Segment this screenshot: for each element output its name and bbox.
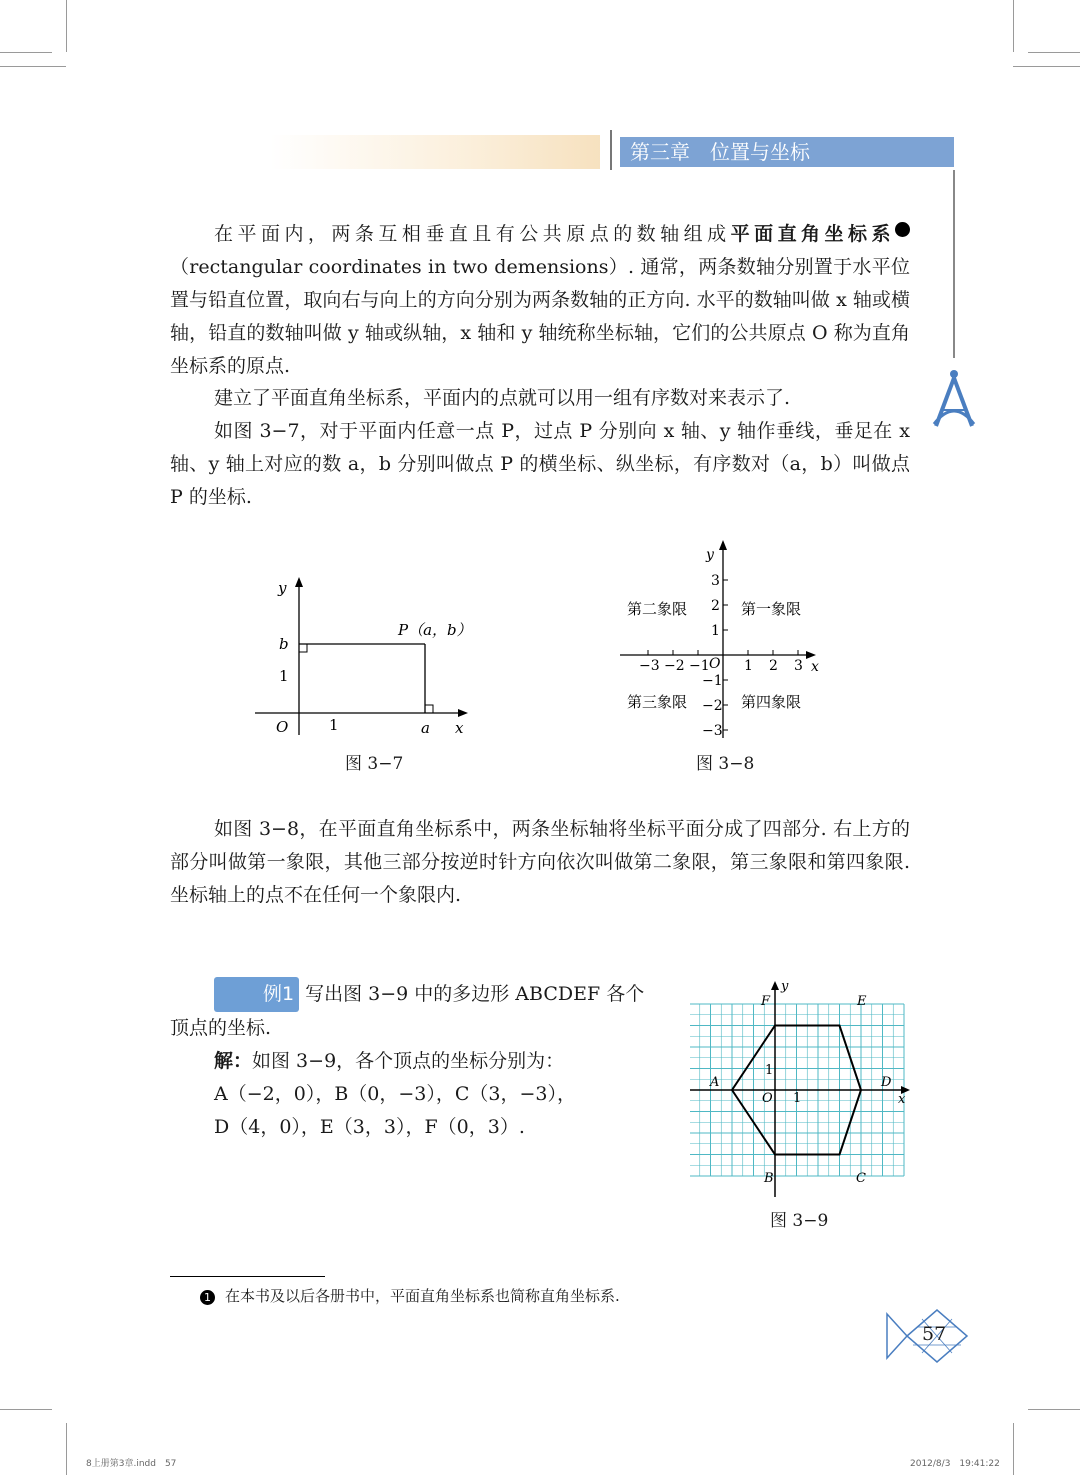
header-divider — [610, 130, 612, 170]
x-tick-label: 1 — [744, 658, 753, 674]
x-axis-arrow — [806, 651, 816, 659]
compass-icon — [928, 368, 980, 432]
figure-3-8-caption: 图 3−8 — [696, 754, 755, 774]
crop-mark — [1028, 1409, 1080, 1410]
crop-mark — [1013, 1423, 1014, 1475]
para2-text: 建立了平面直角坐标系，平面内的点就可以用一组有序数对来表示了. — [214, 387, 791, 409]
vertex-e-label: E — [857, 994, 867, 1009]
solution-intro: 如图 3−9，各个顶点的坐标分别为： — [252, 1050, 565, 1072]
crop-mark — [66, 0, 67, 52]
x-unit-label: 1 — [329, 716, 339, 734]
vertex-a-label: A — [710, 1075, 720, 1090]
y-tick-label: −2 — [702, 698, 723, 714]
y-unit-label: 1 — [765, 1063, 774, 1078]
y-unit-label: 1 — [279, 667, 289, 685]
figure-3-9 — [690, 978, 915, 1200]
example-badge: 例1 — [214, 977, 299, 1012]
paragraph-coordinates — [170, 415, 910, 514]
y-label: y — [278, 579, 287, 597]
vertex-c-label: C — [856, 1171, 866, 1186]
y-tick-label: −1 — [702, 673, 723, 689]
x-tick-label: −2 — [664, 658, 685, 674]
quadrant-3-label: 第三象限 — [627, 693, 688, 711]
quadrant-4-label: 第四象限 — [741, 693, 802, 711]
print-time-info: 2012/8/3 19:41:22 — [910, 1459, 1000, 1469]
page-number: 57 — [922, 1323, 947, 1345]
x-tick-label: 3 — [794, 658, 803, 674]
x-tick-labels — [639, 658, 803, 674]
right-angle-mark — [299, 644, 307, 652]
figure-3-9-caption: 图 3−9 — [770, 1211, 829, 1231]
b-label: b — [279, 635, 289, 653]
x-label: x — [455, 719, 464, 737]
y-tick-label: 3 — [711, 573, 720, 589]
crop-mark — [1028, 52, 1080, 53]
solution-label: 解： — [214, 1050, 253, 1072]
quadrant-1-label: 第一象限 — [741, 600, 802, 618]
x-tick-label: −3 — [639, 658, 660, 674]
x-label: x — [898, 1092, 906, 1107]
x-tick-label: 2 — [769, 658, 778, 674]
footnote-marker: 1 — [895, 222, 910, 237]
vertex-b-label: B — [764, 1171, 774, 1186]
crop-mark — [0, 66, 66, 67]
x-tick-label: −1 — [689, 658, 710, 674]
x-axis-arrow — [458, 709, 468, 717]
a-label: a — [421, 719, 430, 737]
example-1 — [170, 977, 660, 1144]
footnote-rule — [170, 1276, 325, 1277]
para1-text-b: （rectangular coordinates in two demensions）. 通常，两条数轴分别置于水平位置与铅直位置，取向右与向上的方向分别为两条数轴的正方向. 水平的数轴叫做 x 轴或横轴，铅直的数轴叫做 y 轴或纵轴，x 轴和 y 轴统称坐标轴，它们的公共原点 O 称为直角坐标系的原点. — [170, 256, 910, 377]
paragraph-definition — [170, 218, 946, 383]
para4-text: 如图 3−8，在平面直角坐标系中，两条坐标轴将坐标平面分成了四部分. 右上方的部分叫做第一象限，其他三部分按逆时针方向依次叫做第二象限，第三象限和第四象限. 坐标轴上的点不在任何一个象限内. — [170, 818, 910, 906]
x-label: x — [811, 659, 819, 675]
y-axis-arrow — [771, 981, 779, 990]
origin-label: O — [276, 718, 289, 736]
solution-line-1: A（−2，0），B（0，−3），C（3，−3）， — [214, 1083, 577, 1105]
y-tick-label: 2 — [711, 598, 720, 614]
crop-mark — [1013, 66, 1080, 67]
paragraph-ordered-pair — [170, 382, 910, 415]
figure-3-8 — [615, 538, 830, 743]
header-decoration — [270, 135, 600, 169]
footnote — [200, 1285, 620, 1306]
footnote-text: 在本书及以后各册书中，平面直角坐标系也简称直角坐标系. — [225, 1287, 620, 1305]
crop-mark — [0, 52, 52, 53]
y-label: y — [781, 979, 789, 994]
y-tick-label: −3 — [702, 723, 723, 739]
figure-3-7-caption: 图 3−7 — [345, 754, 404, 774]
vertex-f-label: F — [761, 994, 771, 1009]
example-question: 写出图 3−9 中的多边形 ABCDEF 各个顶点的坐标. — [170, 983, 645, 1039]
origin-label: O — [709, 656, 721, 672]
footnote-marker: 1 — [200, 1290, 215, 1305]
crop-mark — [1013, 0, 1014, 52]
y-label: y — [706, 547, 714, 563]
origin-label: O — [762, 1091, 773, 1106]
chapter-header: 第三章 位置与坐标 — [620, 137, 954, 167]
x-unit-label: 1 — [793, 1091, 802, 1106]
y-tick-label: 1 — [711, 623, 720, 639]
margin-rule — [953, 170, 955, 358]
figure-3-7 — [250, 570, 480, 745]
right-angle-mark — [425, 705, 433, 713]
crop-mark — [0, 1409, 52, 1410]
vertex-d-label: D — [881, 1075, 892, 1090]
y-axis-arrow — [295, 577, 303, 587]
solution-line-2: D（4，0），E（3，3），F（0，3）. — [214, 1116, 525, 1138]
para3-text: 如图 3−7，对于平面内任意一点 P，过点 P 分别向 x 轴、y 轴作垂线，垂足在 x 轴、y 轴上对应的数 a，b 分别叫做点 P 的横坐标、纵坐标，有序数对（a，b）叫做点 P 的坐标. — [170, 420, 910, 508]
paragraph-quadrants — [170, 813, 910, 912]
quadrant-2-label: 第二象限 — [627, 600, 688, 618]
y-axis-arrow — [719, 540, 727, 550]
para1-text-a: 在平面内，两条互相垂直且有公共原点的数轴组成 — [214, 223, 731, 245]
point-p-label: P（a，b） — [398, 621, 472, 639]
crop-mark — [66, 1423, 67, 1475]
print-file-info: 8上册第3章.indd 57 — [86, 1459, 177, 1469]
term-coordinate-system: 平面直角坐标系 — [730, 223, 895, 245]
